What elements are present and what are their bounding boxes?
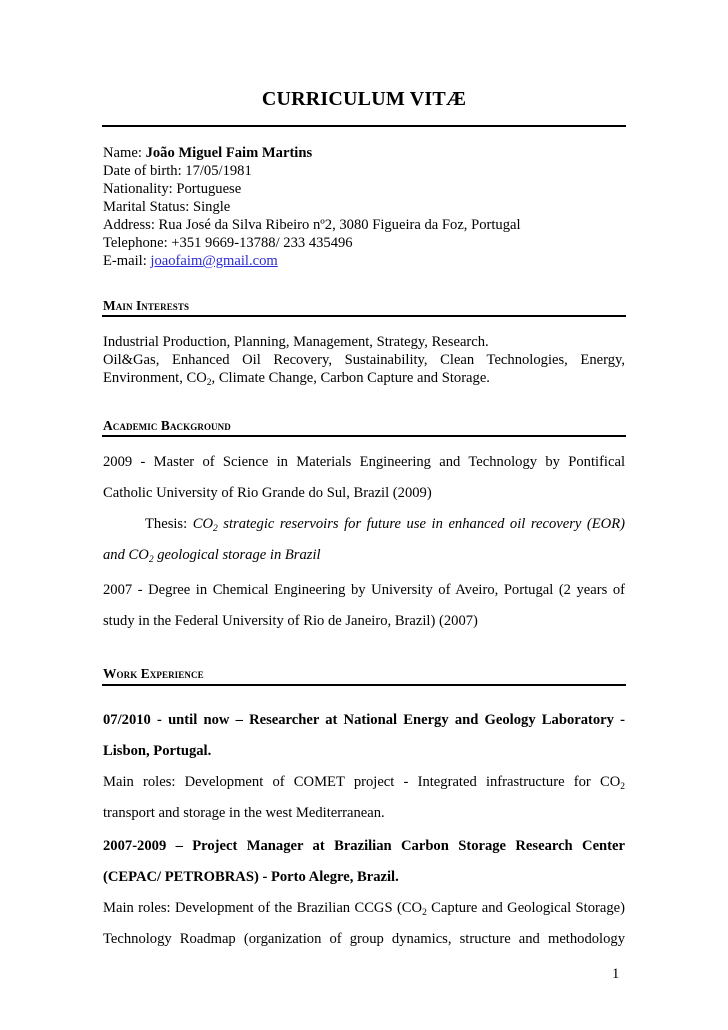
job1-line-1: 07/2010 - until now – Researcher at National Energy and Geology Laboratory - <box>103 712 625 728</box>
main-interests-heading: Main Interests <box>103 298 190 313</box>
academic-rule <box>102 435 626 437</box>
academic-degree <box>103 579 625 641</box>
job1-roles-a: Main roles: Development of COMET project - Integrated infrastructure for CO <box>103 774 621 790</box>
email-label: E-mail: <box>103 253 151 269</box>
job2-roles-line-2: Technology Roadmap (organization of group dynamics, structure and methodology <box>103 931 625 947</box>
interests-line-2: Oil&Gas, Enhanced Oil Recovery, Sustainability, Clean Technologies, Energy, <box>103 352 625 368</box>
interests-co2-subscript: 2 <box>206 378 212 388</box>
thesis2-a: and CO <box>103 547 149 563</box>
page-number: 1 <box>612 966 620 982</box>
thesis-line-2 <box>103 544 625 575</box>
main-interests-text <box>103 333 625 387</box>
job-2 <box>103 835 625 959</box>
job1-roles-line-1 <box>103 771 625 802</box>
thesis-co2-subscript: 2 <box>213 524 218 534</box>
academic-heading: Academic Background <box>103 418 231 433</box>
main-interests-rule <box>102 315 626 317</box>
thesis-line-1 <box>103 513 625 544</box>
degree-line-2: study in the Federal University of Rio de Janeiro, Brazil) (2007) <box>103 613 478 629</box>
job2-roles-b: Capture and Geological Storage) <box>426 900 625 916</box>
personal-info <box>103 144 625 270</box>
academic-msc <box>103 451 625 575</box>
thesis-co2-a: CO <box>192 516 213 532</box>
job1-co2-subscript: 2 <box>620 782 625 792</box>
work-heading: Work Experience <box>103 666 204 681</box>
degree-line-1: 2007 - Degree in Chemical Engineering by University of Aveiro, Portugal (2 years of <box>103 582 625 598</box>
telephone-line: Telephone: +351 9669-13788/ 233 435496 <box>103 235 353 251</box>
work-rule <box>102 684 626 686</box>
job-1 <box>103 709 625 833</box>
dob-line: Date of birth: 17/05/1981 <box>103 163 252 179</box>
job2-roles-a: Main roles: Development of the Brazilian CCGS (CO <box>103 900 423 916</box>
job1-line-2: Lisbon, Portugal. <box>103 743 212 759</box>
job2-roles-line-1 <box>103 897 625 928</box>
document-title: CURRICULUM VITÆ <box>261 88 467 110</box>
name-value: João Miguel Faim Martins <box>145 145 313 161</box>
email-line <box>103 252 625 270</box>
name-label: Name: <box>103 145 146 161</box>
address-line: Address: Rua José da Silva Ribeiro nº2, 3080 Figueira da Foz, Portugal <box>103 217 521 233</box>
msc-line-2: Catholic University of Rio Grande do Sul, Brazil (2009) <box>103 485 432 501</box>
thesis-title-rest: strategic reservoirs for future use in enhanced oil recovery (EOR) <box>217 516 625 532</box>
thesis2-subscript: 2 <box>148 555 154 565</box>
job1-roles-line-2: transport and storage in the west Mediterranean. <box>103 805 385 821</box>
interests-line-3 <box>103 369 625 387</box>
nationality-line: Nationality: Portuguese <box>103 181 242 197</box>
job2-line-1: 2007-2009 – Project Manager at Brazilian Carbon Storage Research Center <box>103 838 625 854</box>
thesis2-b: geological storage in Brazil <box>153 547 321 563</box>
interests-line-1: Industrial Production, Planning, Management, Strategy, Research. <box>103 334 489 350</box>
job2-line-2: (CEPAC/ PETROBRAS) - Porto Alegre, Brazil. <box>103 869 399 885</box>
title-rule <box>102 125 626 127</box>
thesis-label: Thesis: <box>145 516 193 532</box>
job2-co2-subscript: 2 <box>422 908 427 918</box>
interests-line-3-b: , Climate Change, Carbon Capture and Storage. <box>211 370 490 386</box>
marital-line: Marital Status: Single <box>103 199 231 215</box>
email-link[interactable]: joaofaim@gmail.com <box>150 253 278 269</box>
msc-line-1: 2009 - Master of Science in Materials Engineering and Technology by Pontifical <box>103 454 625 470</box>
name-line <box>103 144 625 162</box>
interests-line-3-a: Environment, CO <box>103 370 207 386</box>
